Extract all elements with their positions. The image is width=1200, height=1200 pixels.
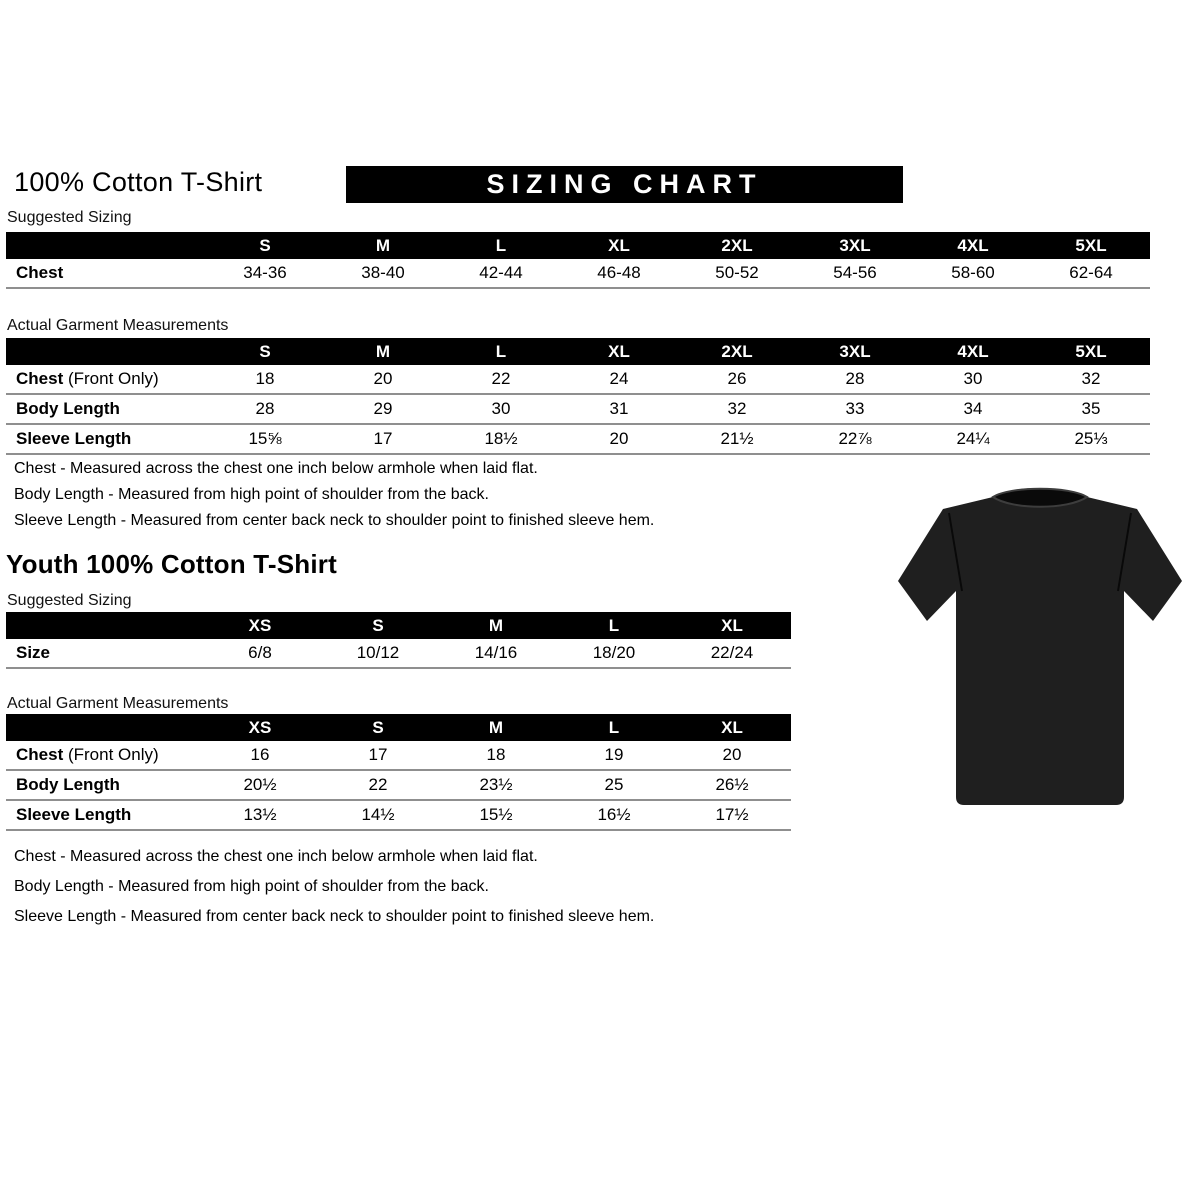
row-label-suffix: (Front Only)	[67, 745, 159, 764]
measurement-cell: 33	[796, 395, 914, 425]
row-label	[6, 365, 206, 395]
measurement-cell: 22/24	[673, 639, 791, 669]
measurement-cell: 22⅞	[796, 425, 914, 455]
row-label	[6, 741, 201, 771]
tshirt-product-image	[892, 479, 1188, 813]
note-chest: Chest - Measured across the chest one inch below armhole when laid flat.	[14, 848, 538, 865]
row-label	[6, 771, 201, 801]
size-column-header: XL	[673, 714, 791, 741]
youth-suggested-sizing-table	[6, 612, 791, 669]
tshirt-graphic	[892, 479, 1188, 813]
row-label-text: Chest	[16, 369, 64, 388]
measurement-cell: 31	[560, 395, 678, 425]
measurement-cell: 16	[201, 741, 319, 771]
measurement-cell: 29	[324, 395, 442, 425]
note-body-length: Body Length - Measured from high point of shoulder from the back.	[14, 878, 489, 895]
measurement-cell: 17	[324, 425, 442, 455]
size-column-header: 5XL	[1032, 232, 1150, 259]
page-title: 100% Cotton T-Shirt	[14, 167, 263, 197]
measurement-cell: 18/20	[555, 639, 673, 669]
adult-garment-measurements-table	[6, 338, 1150, 455]
measurement-cell: 18½	[442, 425, 560, 455]
size-column-header: M	[324, 232, 442, 259]
size-column-header: S	[206, 232, 324, 259]
measurement-cell: 18	[206, 365, 324, 395]
measurement-cell: 28	[206, 395, 324, 425]
tshirt-body-shape	[898, 488, 1182, 805]
size-column-header: 3XL	[796, 232, 914, 259]
measurement-cell: 50-52	[678, 259, 796, 289]
measurement-cell: 21½	[678, 425, 796, 455]
youth-measurement-notes	[14, 842, 654, 932]
measurement-cell: 13½	[201, 801, 319, 831]
measurement-cell: 22	[442, 365, 560, 395]
youth-garment-measurements-label: Actual Garment Measurements	[7, 695, 229, 712]
adult-suggested-sizing-label: Suggested Sizing	[7, 209, 132, 226]
tshirt-collar-shape	[993, 489, 1087, 507]
youth-suggested-sizing-label: Suggested Sizing	[7, 592, 132, 609]
measurement-cell: 42-44	[442, 259, 560, 289]
size-column-header: L	[442, 232, 560, 259]
row-label-text: Sleeve Length	[16, 429, 132, 448]
measurement-cell: 26½	[673, 771, 791, 801]
measurement-cell: 25	[555, 771, 673, 801]
measurement-cell: 14½	[319, 801, 437, 831]
size-column-header: L	[555, 714, 673, 741]
note-sleeve-length: Sleeve Length - Measured from center back neck to shoulder point to finished sleeve hem.	[14, 512, 655, 529]
measurement-cell: 20	[560, 425, 678, 455]
measurement-cell: 26	[678, 365, 796, 395]
measurement-cell: 17½	[673, 801, 791, 831]
measurement-cell: 22	[319, 771, 437, 801]
size-column-header: 4XL	[914, 338, 1032, 365]
youth-garment-measurements-table	[6, 714, 791, 831]
size-column-header: M	[437, 612, 555, 639]
row-label-text: Body Length	[16, 399, 120, 418]
measurement-cell: 20	[673, 741, 791, 771]
adult-suggested-sizing-table	[6, 232, 1150, 289]
size-column-header: XS	[201, 612, 319, 639]
size-column-header: 2XL	[678, 232, 796, 259]
size-column-header: S	[319, 714, 437, 741]
measurement-cell: 30	[914, 365, 1032, 395]
measurement-cell: 25⅓	[1032, 425, 1150, 455]
size-column-header: 2XL	[678, 338, 796, 365]
measurement-cell: 32	[678, 395, 796, 425]
sizing-chart-banner: SIZING CHART	[346, 166, 903, 203]
measurement-cell: 14/16	[437, 639, 555, 669]
measurement-cell: 23½	[437, 771, 555, 801]
size-column-header: 4XL	[914, 232, 1032, 259]
adult-garment-measurements-label: Actual Garment Measurements	[7, 317, 229, 334]
measurement-cell: 20	[324, 365, 442, 395]
note-sleeve-length: Sleeve Length - Measured from center back neck to shoulder point to finished sleeve hem.	[14, 908, 655, 925]
row-label-text: Sleeve Length	[16, 805, 132, 824]
measurement-cell: 6/8	[201, 639, 319, 669]
size-column-header: 3XL	[796, 338, 914, 365]
measurement-cell: 28	[796, 365, 914, 395]
size-column-header: M	[324, 338, 442, 365]
size-column-header: 5XL	[1032, 338, 1150, 365]
table-corner-cell	[6, 338, 206, 365]
row-label	[6, 639, 201, 669]
measurement-cell: 46-48	[560, 259, 678, 289]
measurement-cell: 34	[914, 395, 1032, 425]
measurement-cell: 10/12	[319, 639, 437, 669]
measurement-cell: 62-64	[1032, 259, 1150, 289]
measurement-cell: 58-60	[914, 259, 1032, 289]
measurement-cell: 15⅝	[206, 425, 324, 455]
row-label-suffix: (Front Only)	[67, 369, 159, 388]
size-column-header: L	[442, 338, 560, 365]
row-label	[6, 801, 201, 831]
adult-measurement-notes	[14, 456, 654, 534]
row-label-text: Chest	[16, 745, 64, 764]
measurement-cell: 24	[560, 365, 678, 395]
size-column-header: XL	[560, 232, 678, 259]
note-chest: Chest - Measured across the chest one inch below armhole when laid flat.	[14, 460, 538, 477]
size-column-header: M	[437, 714, 555, 741]
measurement-cell: 15½	[437, 801, 555, 831]
youth-section-title: Youth 100% Cotton T-Shirt	[6, 549, 337, 579]
size-column-header: S	[319, 612, 437, 639]
row-label-text: Body Length	[16, 775, 120, 794]
measurement-cell: 54-56	[796, 259, 914, 289]
table-corner-cell	[6, 232, 206, 259]
table-corner-cell	[6, 612, 201, 639]
measurement-cell: 17	[319, 741, 437, 771]
measurement-cell: 24¼	[914, 425, 1032, 455]
note-body-length: Body Length - Measured from high point of shoulder from the back.	[14, 486, 489, 503]
measurement-cell: 34-36	[206, 259, 324, 289]
measurement-cell: 35	[1032, 395, 1150, 425]
row-label	[6, 395, 206, 425]
row-label	[6, 259, 206, 289]
table-corner-cell	[6, 714, 201, 741]
size-column-header: S	[206, 338, 324, 365]
size-column-header: L	[555, 612, 673, 639]
measurement-cell: 20½	[201, 771, 319, 801]
measurement-cell: 16½	[555, 801, 673, 831]
size-column-header: XL	[673, 612, 791, 639]
measurement-cell: 38-40	[324, 259, 442, 289]
measurement-cell: 19	[555, 741, 673, 771]
measurement-cell: 32	[1032, 365, 1150, 395]
measurement-cell: 30	[442, 395, 560, 425]
row-label	[6, 425, 206, 455]
size-column-header: XL	[560, 338, 678, 365]
size-column-header: XS	[201, 714, 319, 741]
measurement-cell: 18	[437, 741, 555, 771]
row-label-text: Size	[16, 643, 51, 662]
row-label-text: Chest	[16, 263, 64, 282]
